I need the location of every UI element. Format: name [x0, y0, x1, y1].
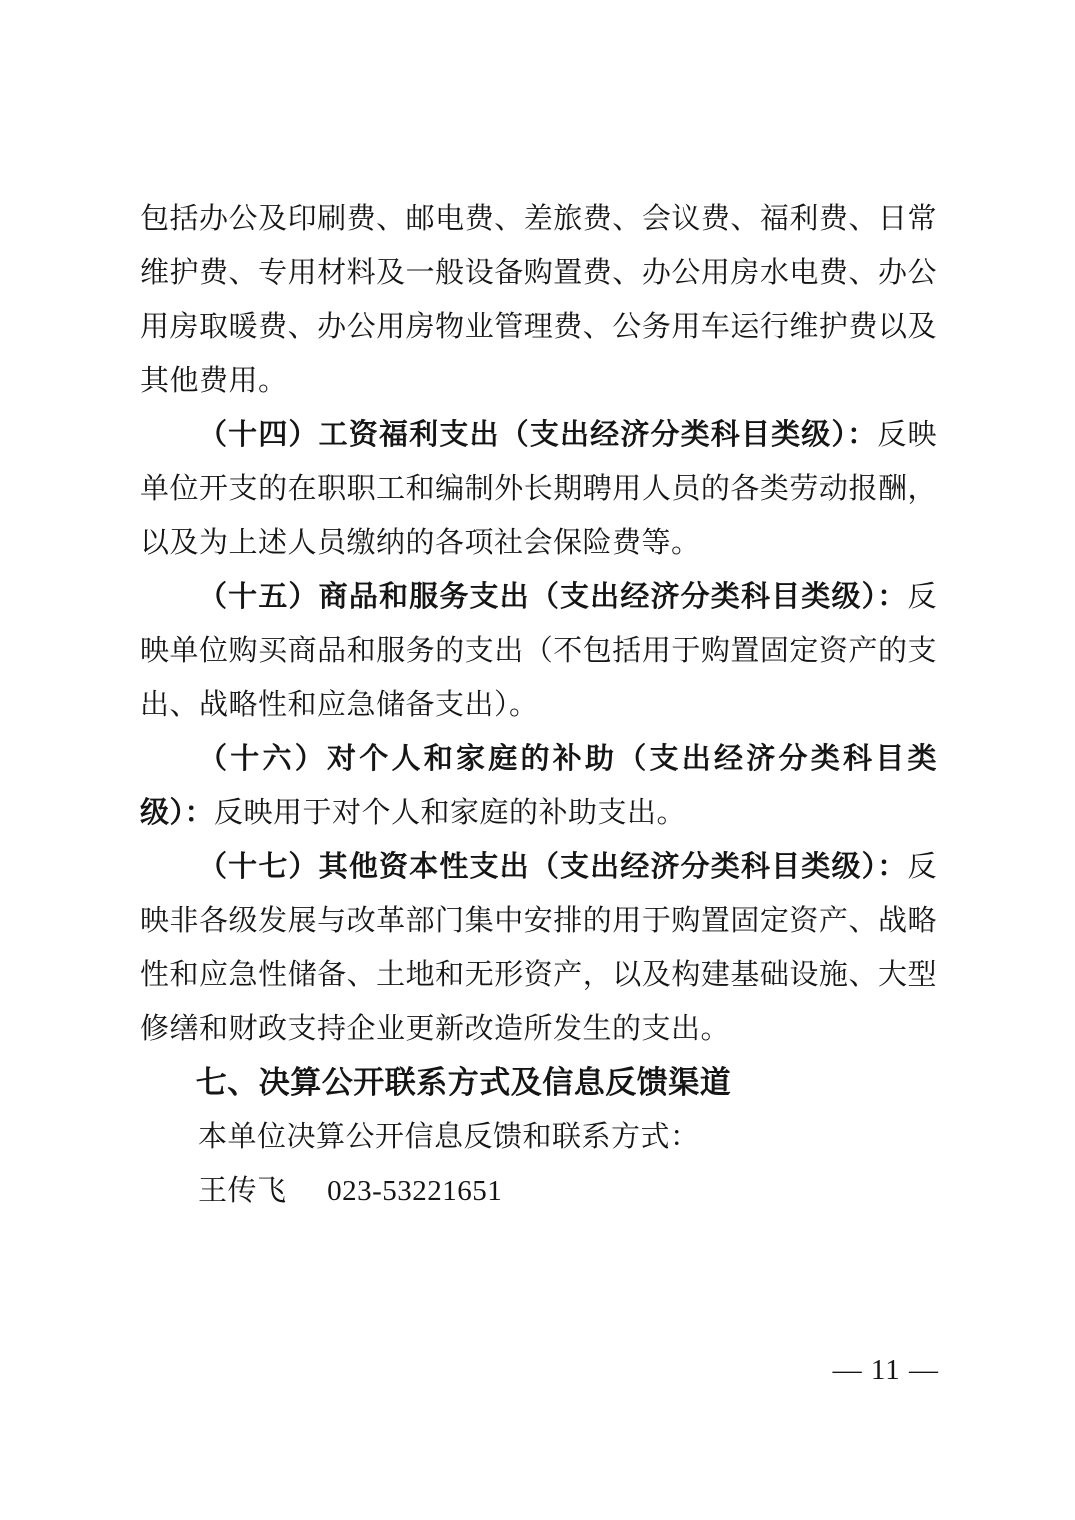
paragraph-body: 反映单位购买商品和服务的支出（不包括用于购置固定资产的支出、战略性和应急储备支出）。: [140, 581, 937, 721]
paragraph-lead: （十七）其他资本性支出（支出经济分类科目类级）：: [198, 851, 908, 883]
contact-intro-text: 本单位决算公开信息反馈和联系方式：: [198, 1121, 700, 1153]
page-number: — 11 —: [832, 1354, 939, 1386]
paragraph: [140, 408, 937, 570]
paragraph: [140, 192, 937, 408]
paragraph-body: 反映非各级发展与改革部门集中安排的用于购置固定资产、战略性和应急性储备、土地和无形资产，以及构建基础设施、大型修缮和财政支持企业更新改造所发生的支出。: [140, 851, 937, 1045]
paragraph-body: 反映单位开支的在职职工和编制外长期聘用人员的各类劳动报酬，以及为上述人员缴纳的各项社会保险费等。: [140, 419, 937, 559]
paragraph: [140, 840, 937, 1056]
paragraph: [140, 570, 937, 732]
contact-intro: [140, 1110, 937, 1164]
paragraph-body: 包括办公及印刷费、邮电费、差旅费、会议费、福利费、日常维护费、专用材料及一般设备购置费、办公用房水电费、办公用房取暖费、办公用房物业管理费、公务用车运行维护费以及其他费用。: [140, 203, 937, 397]
paragraph-lead: （十五）商品和服务支出（支出经济分类科目类级）：: [198, 581, 908, 613]
document-body: [140, 192, 937, 1218]
paragraph-body: 反映用于对个人和家庭的补助支出。: [214, 797, 687, 829]
section-heading: 七、决算公开联系方式及信息反馈渠道: [195, 1065, 732, 1100]
paragraph-lead: （十四）工资福利支出（支出经济分类科目类级）：: [198, 419, 878, 451]
contact-phone: 023-53221651: [327, 1175, 503, 1207]
contact-name: 王传飞: [198, 1175, 287, 1207]
paragraph-lead: （十六）对个人和家庭的补助（支出经济分类科目类级）：: [140, 743, 937, 829]
contact-line: [140, 1164, 937, 1218]
paragraph: [140, 732, 937, 840]
